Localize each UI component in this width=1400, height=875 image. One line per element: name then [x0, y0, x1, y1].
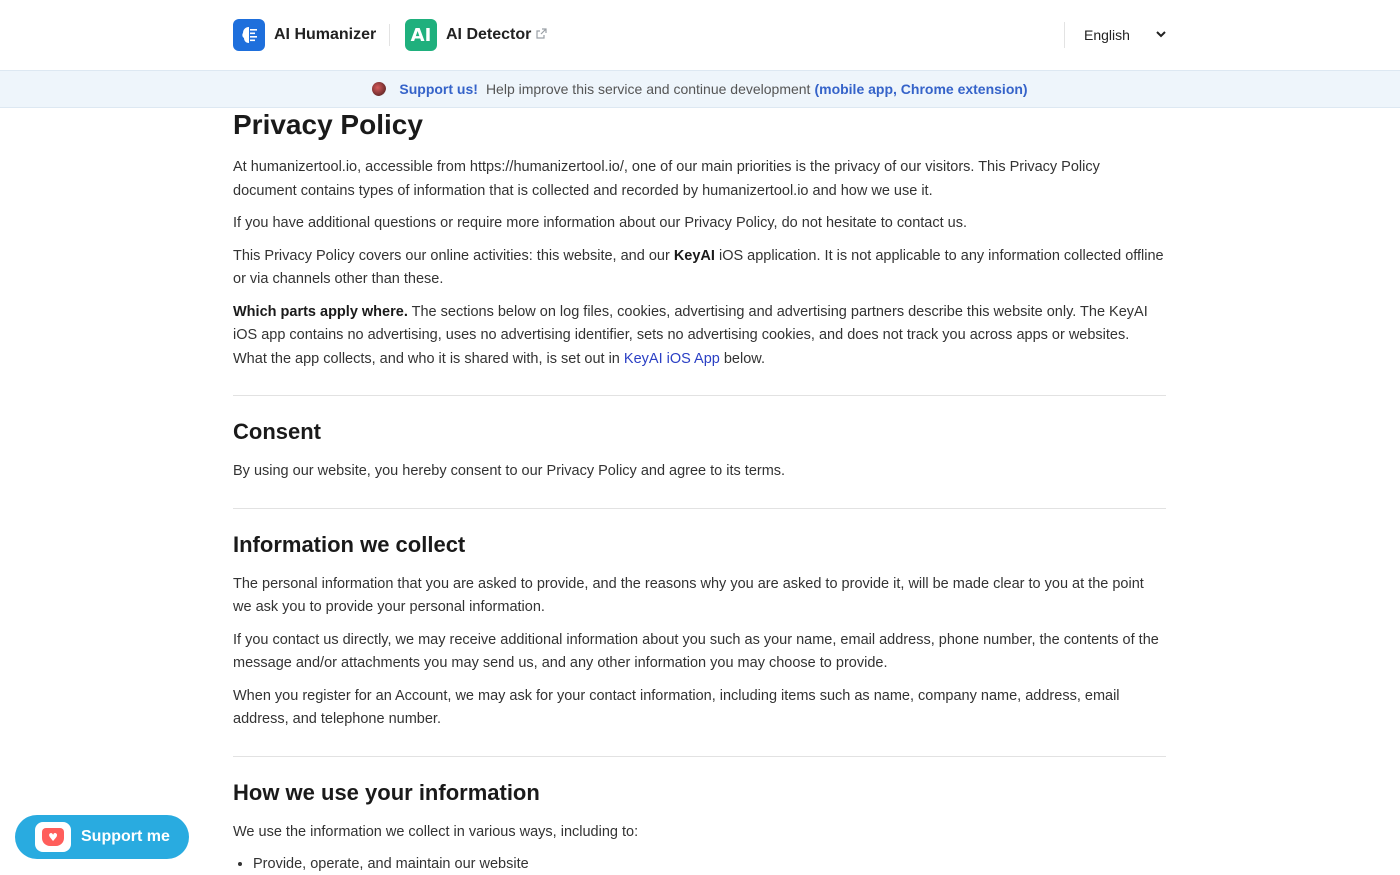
- top-header: [0, 0, 1400, 70]
- nav-ai-detector-label: AI Detector: [446, 26, 532, 43]
- intro-p3-text-a: This Privacy Policy covers our online activities: this website, and our: [233, 247, 674, 264]
- language-divider: [1064, 22, 1065, 48]
- section-divider: [233, 756, 1166, 757]
- how-we-use-heading: How we use your information: [233, 779, 540, 805]
- use-paragraph: We use the information we collect in various ways, including to:: [233, 823, 639, 840]
- nav-divider: [389, 24, 390, 46]
- support-us-link[interactable]: Support us!: [399, 81, 478, 97]
- support-banner-text: Help improve this service and continue development: [485, 81, 811, 97]
- consent-heading: Consent: [233, 419, 321, 444]
- brain-chip-icon: [233, 19, 265, 51]
- ai-detector-logo-icon: AI: [405, 19, 437, 51]
- section-divider: [233, 508, 1166, 509]
- external-link-icon: [536, 28, 547, 42]
- nav-ai-detector[interactable]: [405, 18, 547, 52]
- nav-ai-humanizer-label: AI Humanizer: [274, 26, 377, 43]
- privacy-policy-content: [233, 108, 1166, 875]
- coffee-cup-heart-icon: ♥: [35, 822, 71, 852]
- support-me-button[interactable]: [15, 815, 189, 859]
- keyai-ios-app-link[interactable]: KeyAI iOS App: [623, 350, 720, 367]
- intro-p4-text-a: The sections below on log files, cookies, advertising and advertising partners describe this website only. The KeyAI iOS app contains no advertising, uses no advertising identifier, sets no advertising cookies, and does not track you across apps or websites. What the app collects, and who it is shared with, is set out in: [233, 303, 1148, 367]
- info-paragraph-1: The personal information that you are asked to provide, and the reasons why you are asked to provide it, will be made clear to you at the point we ask you to provide your personal information.: [233, 575, 1144, 615]
- intro-paragraph-3: [233, 245, 1166, 292]
- list-item: • Provide, operate, and maintain our website: [253, 853, 1166, 875]
- intro-paragraph-1: At humanizertool.io, accessible from https://humanizertool.io/, one of our main priorities is the privacy of our visitors. This Privacy Policy document contains types of information that is collected and recorded by humanizertool.io and how we use it.: [233, 159, 1100, 199]
- language-select[interactable]: [1084, 24, 1166, 46]
- use-list: [233, 853, 1166, 875]
- intro-p3-text-b: iOS application. It is not applicable to any information collected offline or via channels other than these.: [233, 247, 1164, 287]
- support-banner: [0, 70, 1400, 108]
- support-me-label: Support me: [81, 828, 170, 845]
- chevron-down-icon: [1156, 30, 1166, 41]
- intro-p4-text-b: below.: [719, 350, 765, 367]
- information-collect-heading: Information we collect: [233, 531, 466, 557]
- consent-paragraph: By using our website, you hereby consent to our Privacy Policy and agree to its terms.: [233, 463, 786, 479]
- info-paragraph-2: If you contact us directly, we may receive additional information about you such as your name, email address, phone number, the contents of the message and/or attachments you may send us, and any other information you may choose to provide.: [233, 631, 1159, 671]
- language-select-value: English: [1084, 27, 1130, 43]
- section-divider: [233, 395, 1166, 396]
- support-banner-link[interactable]: (mobile app, Chrome extension): [814, 81, 1028, 97]
- intro-paragraph-2: If you have additional questions or require more information about our Privacy Policy, do not hesitate to contact us.: [233, 215, 967, 231]
- page-title: Privacy Policy: [233, 109, 423, 140]
- info-paragraph-3: When you register for an Account, we may ask for your contact information, including items such as name, company name, address, email address, and telephone number.: [233, 687, 1120, 727]
- support-avatar-icon: [372, 82, 386, 96]
- nav-ai-humanizer[interactable]: [233, 18, 376, 52]
- which-parts-bold: Which parts apply where.: [233, 303, 408, 320]
- intro-paragraph-4: [233, 301, 1166, 372]
- keyai-bold: KeyAI: [673, 247, 715, 264]
